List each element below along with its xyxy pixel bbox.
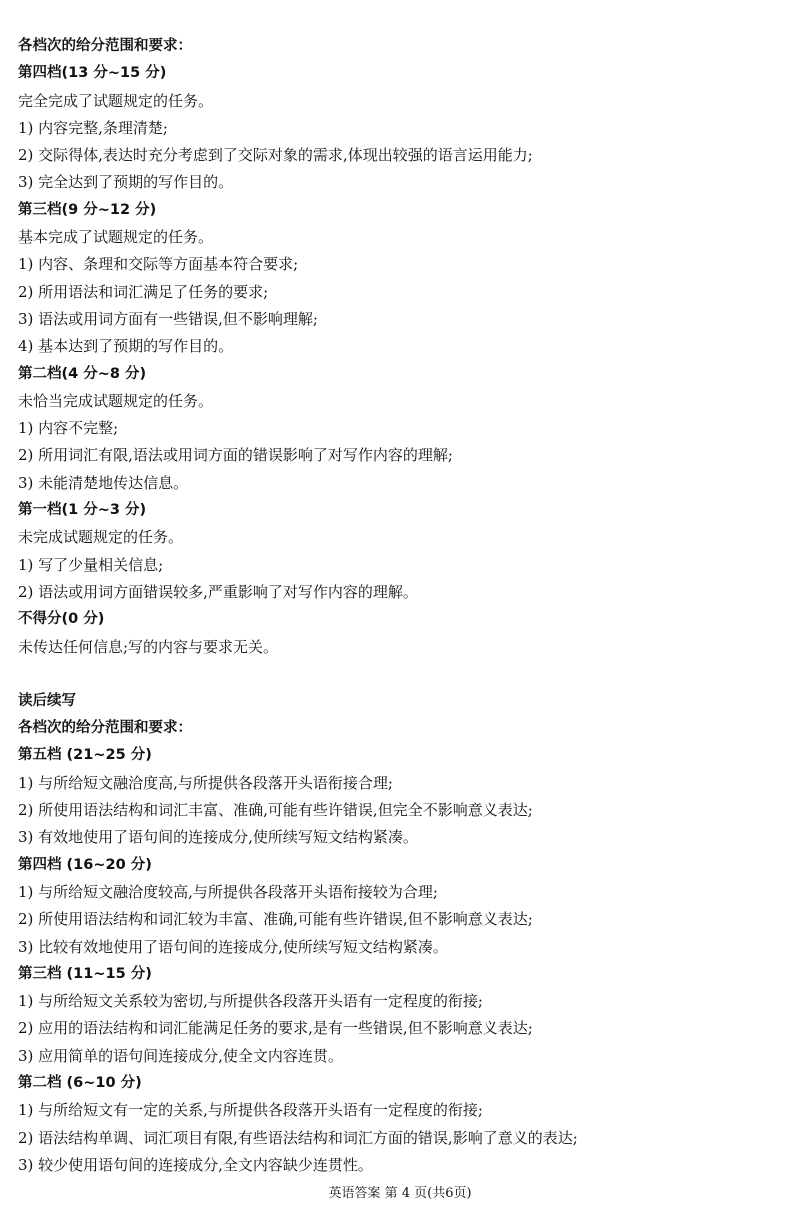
criteria-line: 未完成试题规定的任务。	[18, 528, 184, 547]
criteria-line: 4) 基本达到了预期的写作目的。	[18, 337, 234, 356]
criteria-line: 1) 与所给短文融洽度较高,与所提供各段落开头语衔接较为合理;	[18, 882, 438, 901]
criteria-line: 3) 较少使用语句间的连接成分,全文内容缺少连贯性。	[18, 1155, 373, 1174]
criteria-line: 3) 语法或用词方面有一些错误,但不影响理解;	[18, 309, 318, 328]
criteria-line: 2) 语法结构单调、词汇项目有限,有些语法结构和词汇方面的错误,影响了意义的表达;	[18, 1128, 578, 1147]
criteria-line: 1) 内容不完整;	[18, 419, 119, 438]
criteria-line: 2) 所使用语法结构和词汇丰富、准确,可能有些许错误,但完全不影响意义表达;	[18, 801, 533, 820]
level-title: 第五档 (21~25 分)	[18, 747, 152, 764]
criteria-line: 2) 所使用语法结构和词汇较为丰富、准确,可能有些许错误,但不影响意义表达;	[18, 910, 533, 929]
criteria-line: 1) 与所给短文有一定的关系,与所提供各段落开头语有一定程度的衔接;	[18, 1101, 483, 1120]
criteria-line: 1) 与所给短文融洽度高,与所提供各段落开头语衔接合理;	[18, 773, 393, 792]
criteria-line: 3) 应用简单的语句间连接成分,使全文内容连贯。	[18, 1046, 343, 1065]
level-title: 第四档(13 分~15 分)	[18, 65, 167, 82]
criteria-line: 1) 与所给短文关系较为密切,与所提供各段落开头语有一定程度的衔接;	[18, 992, 483, 1011]
criteria-line: 2) 应用的语法结构和词汇能满足任务的要求,是有一些错误,但不影响意义表达;	[18, 1019, 533, 1038]
section2-heading: 各档次的给分范围和要求：	[18, 720, 192, 737]
section1-heading: 各档次的给分范围和要求：	[18, 38, 192, 54]
document-body	[18, 33, 788, 1179]
section-spacer	[18, 661, 788, 688]
criteria-line: 1) 写了少量相关信息;	[18, 555, 164, 574]
level-title: 第二档 (6~10 分)	[18, 1074, 142, 1091]
level-title: 第一档(1 分~3 分)	[18, 502, 147, 519]
criteria-line: 未恰当完成试题规定的任务。	[18, 391, 214, 410]
section2-title: 读后续写	[18, 692, 76, 709]
criteria-line: 1) 内容、条理和交际等方面基本符合要求;	[18, 255, 299, 274]
criteria-line: 基本完成了试题规定的任务。	[18, 228, 214, 247]
criteria-line: 2) 所用词汇有限,语法或用词方面的错误影响了对写作内容的理解;	[18, 446, 453, 465]
criteria-line: 3) 未能清楚地传达信息。	[18, 473, 189, 492]
criteria-line: 2) 语法或用词方面错误较多,严重影响了对写作内容的理解。	[18, 582, 418, 601]
criteria-line: 3) 比较有效地使用了语句间的连接成分,使所续写短文结构紧凑。	[18, 937, 448, 956]
criteria-line: 3) 完全达到了预期的写作目的。	[18, 173, 234, 192]
criteria-line: 完全完成了试题规定的任务。	[18, 91, 214, 110]
page-footer: 英语答案 第 4 页(共6页)	[328, 1186, 472, 1201]
level-title: 第三档(9 分~12 分)	[18, 201, 157, 218]
criteria-line: 2) 所用语法和词汇满足了任务的要求;	[18, 282, 269, 301]
criteria-line: 未传达任何信息;写的内容与要求无关。	[18, 637, 279, 656]
level-title: 不得分(0 分)	[18, 611, 105, 628]
criteria-line: 3) 有效地使用了语句间的连接成分,使所续写短文结构紧凑。	[18, 828, 418, 847]
level-title: 第三档 (11~15 分)	[18, 965, 152, 982]
criteria-line: 2) 交际得体,表达时充分考虑到了交际对象的需求,体现出较强的语言运用能力;	[18, 146, 533, 165]
criteria-line: 1) 内容完整,条理清楚;	[18, 118, 168, 137]
level-title: 第二档(4 分~8 分)	[18, 365, 147, 382]
level-title: 第四档 (16~20 分)	[18, 856, 152, 873]
